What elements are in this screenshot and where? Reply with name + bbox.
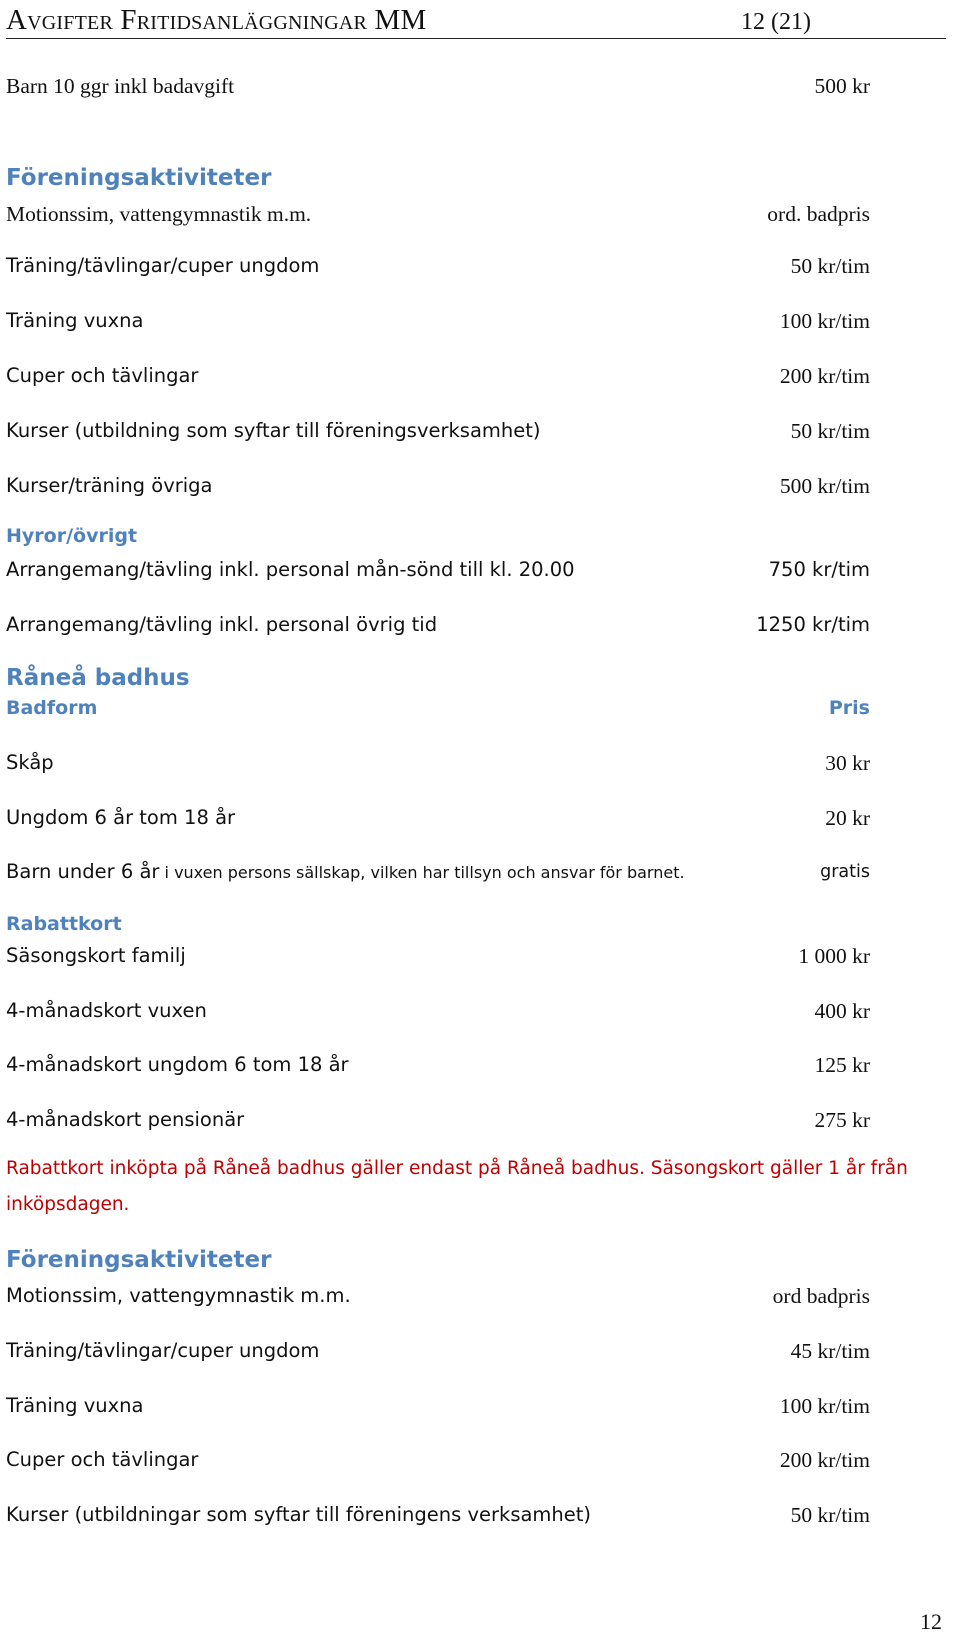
price-value: 1 000 kr bbox=[798, 944, 870, 968]
price-label: Träning/tävlingar/cuper ungdom bbox=[6, 254, 320, 277]
price-label: Träning/tävlingar/cuper ungdom bbox=[6, 1339, 320, 1362]
price-label: Skåp bbox=[6, 751, 54, 774]
section-heading-hyror: Hyror/övrigt bbox=[6, 525, 138, 547]
price-label bbox=[6, 858, 685, 887]
price-value: 100 kr/tim bbox=[779, 1394, 870, 1418]
page-title: Avgifter Fritidsanläggningar MM bbox=[6, 4, 427, 36]
price-value: 400 kr bbox=[814, 999, 870, 1023]
price-value: 30 kr bbox=[825, 751, 870, 775]
price-row bbox=[6, 804, 870, 832]
price-row bbox=[6, 611, 870, 639]
price-label: Arrangemang/tävling inkl. personal övrig tid bbox=[6, 613, 438, 636]
price-label: Kurser (utbildningar som syftar till föreningens verksamhet) bbox=[6, 1503, 592, 1526]
price-label: Ungdom 6 år tom 18 år bbox=[6, 806, 236, 829]
price-row bbox=[6, 1446, 870, 1474]
price-label: 4-månadskort vuxen bbox=[6, 999, 207, 1022]
price-label: Säsongskort familj bbox=[6, 944, 186, 967]
price-row bbox=[6, 1282, 870, 1310]
price-label: Cuper och tävlingar bbox=[6, 1448, 199, 1471]
price-row bbox=[6, 252, 870, 280]
price-row bbox=[6, 749, 870, 777]
column-header-badform: Badform bbox=[6, 697, 98, 719]
price-label: Barn 10 ggr inkl badavgift bbox=[6, 74, 235, 98]
price-value: 500 kr bbox=[814, 74, 870, 98]
price-row bbox=[6, 997, 870, 1025]
page-number: 12 bbox=[920, 1609, 942, 1634]
price-row bbox=[6, 1051, 870, 1079]
section-heading-ranea-badhus: Råneå badhus bbox=[6, 665, 190, 691]
price-value: 45 kr/tim bbox=[790, 1339, 870, 1363]
label-detail: i vuxen persons sällskap, vilken har tillsyn och ansvar för barnet. bbox=[159, 863, 685, 882]
price-label: 4-månadskort ungdom 6 tom 18 år bbox=[6, 1053, 349, 1076]
price-label: Kurser (utbildning som syftar till föreningsverksamhet) bbox=[6, 419, 541, 442]
price-value: 125 kr bbox=[814, 1053, 870, 1077]
price-row bbox=[6, 556, 870, 584]
price-value: 50 kr/tim bbox=[790, 1503, 870, 1527]
price-row bbox=[6, 362, 870, 390]
section-heading-foreningsaktiviteter: Föreningsaktiviteter bbox=[6, 165, 272, 191]
price-row bbox=[6, 1337, 870, 1365]
price-value: 50 kr/tim bbox=[790, 254, 870, 278]
price-value: ord. badpris bbox=[767, 202, 870, 226]
label-main: Barn under 6 år bbox=[6, 860, 160, 883]
price-value: 500 kr/tim bbox=[779, 474, 870, 498]
price-row bbox=[6, 1501, 870, 1529]
rabattkort-note: Rabattkort inköpta på Råneå badhus gäller endast på Råneå badhus. Säsongskort gäller 1 år från inköpsdagen. bbox=[6, 1158, 908, 1215]
section-heading-foreningsaktiviteter: Föreningsaktiviteter bbox=[6, 1247, 272, 1273]
price-row bbox=[6, 72, 870, 100]
price-value: ord badpris bbox=[772, 1284, 870, 1308]
price-value: 100 kr/tim bbox=[779, 309, 870, 333]
price-row bbox=[6, 1106, 870, 1134]
page-header bbox=[6, 4, 946, 39]
price-row bbox=[6, 200, 870, 228]
price-label: Cuper och tävlingar bbox=[6, 364, 199, 387]
price-value: 20 kr bbox=[825, 806, 870, 830]
price-label: Träning vuxna bbox=[6, 309, 144, 332]
price-value: 200 kr/tim bbox=[779, 1448, 870, 1472]
price-label: Arrangemang/tävling inkl. personal mån-sönd till kl. 20.00 bbox=[6, 558, 575, 581]
price-label: 4-månadskort pensionär bbox=[6, 1108, 245, 1131]
page-reference: 12 (21) bbox=[741, 9, 811, 35]
section-heading-rabattkort: Rabattkort bbox=[6, 913, 122, 935]
price-row bbox=[6, 942, 870, 970]
price-value: 50 kr/tim bbox=[790, 419, 870, 443]
price-label: Motionssim, vattengymnastik m.m. bbox=[6, 1284, 351, 1307]
price-value: 275 kr bbox=[814, 1108, 870, 1132]
price-value: gratis bbox=[820, 862, 870, 882]
column-header-pris: Pris bbox=[828, 697, 870, 719]
price-label: Träning vuxna bbox=[6, 1394, 144, 1417]
price-row bbox=[6, 417, 870, 445]
price-value: 1250 kr/tim bbox=[756, 613, 870, 636]
price-row bbox=[6, 472, 870, 500]
price-row bbox=[6, 1392, 870, 1420]
price-row bbox=[6, 307, 870, 335]
price-row bbox=[6, 858, 870, 886]
price-value: 200 kr/tim bbox=[779, 364, 870, 388]
price-value: 750 kr/tim bbox=[768, 558, 870, 581]
price-label: Kurser/träning övriga bbox=[6, 474, 213, 497]
price-label: Motionssim, vattengymnastik m.m. bbox=[6, 202, 312, 226]
